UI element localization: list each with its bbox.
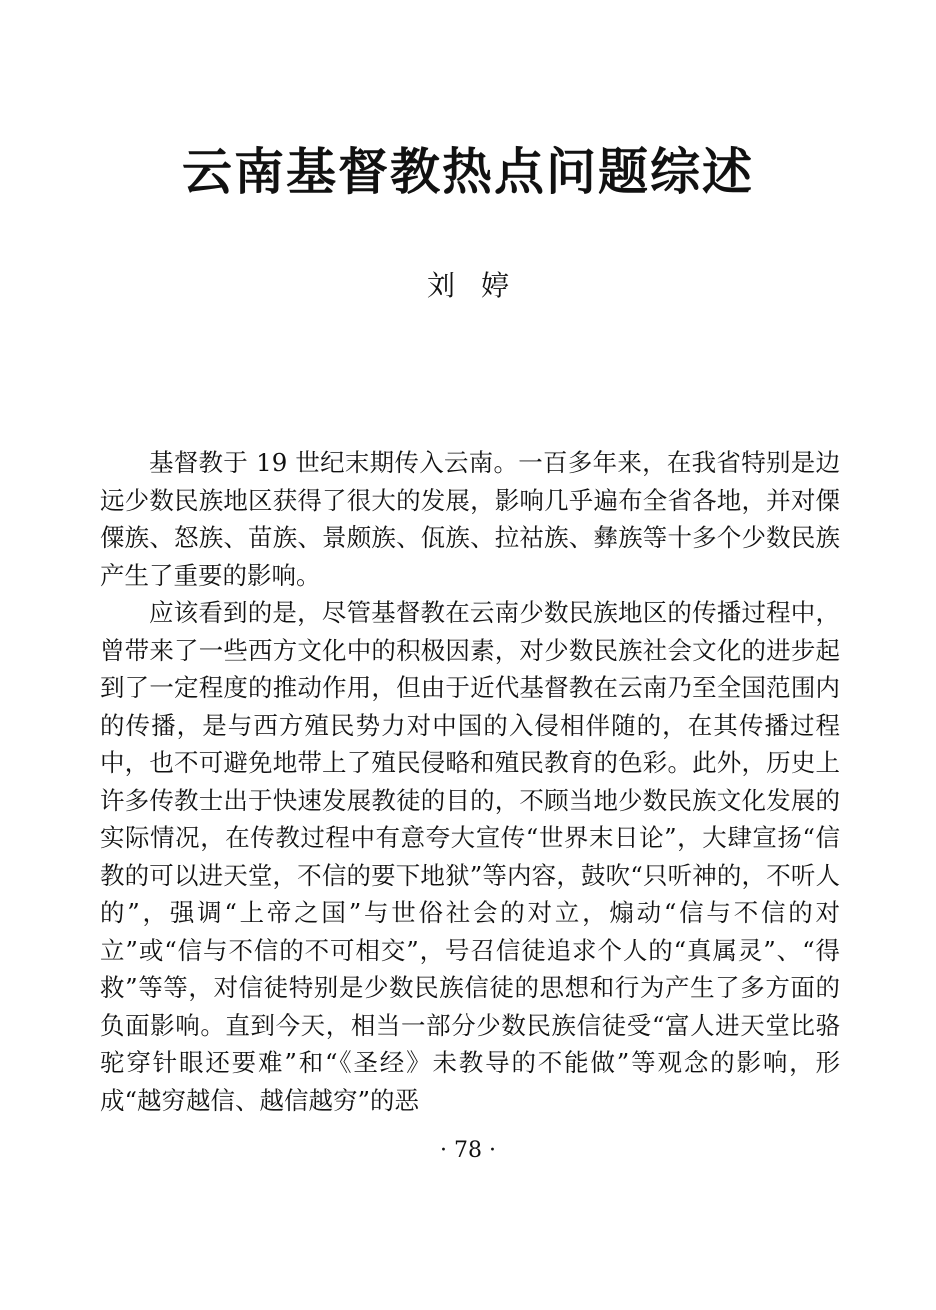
article-title: 云南基督教热点问题综述 (182, 142, 754, 201)
paragraph-1: 基督教于 19 世纪末期传入云南。一百多年来，在我省特别是边远少数民族地区获得了很大的发展，影响几乎遍布全省各地，并对傈僳族、怒族、苗族、景颇族、佤族、拉祜族、彝族等十多个少数民族产生了重要的影响。 (100, 448, 840, 590)
article-body (100, 444, 840, 1119)
article-author: 刘婷 (426, 269, 535, 302)
page-number: · 78 · (440, 1138, 496, 1163)
paragraph-2: 应该看到的是，尽管基督教在云南少数民族地区的传播过程中，曾带来了一些西方文化中的积极因素，对少数民族社会文化的进步起到了一定程度的推动作用，但由于近代基督教在云南乃至全国范围内的传播，是与西方殖民势力对中国的入侵相伴随的，在其传播过程中，也不可避免地带上了殖民侵略和殖民教育的色彩。此外，历史上许多传教士出于快速发展教徒的目的，不顾当地少数民族文化发展的实际情况，在传教过程中有意夸大宣传“世界末日论”，大肆宣扬“信教的可以进天堂，不信的要下地狱”等内容，鼓吹“只听神的，不听人的”，强调“上帝之国”与世俗社会的对立，煽动“信与不信的对立”或“信与不信的不可相交”，号召信徒追求个人的“真属灵”、“得救”等等，对信徒特别是少数民族信徒的思想和行为产生了多方面的负面影响。直到今天，相当一部分少数民族信徒受“富人进天堂比骆驼穿针眼还要难”和“《圣经》未教导的不能做”等观念的影响，形成“越穷越信、越信越穷”的恶 (100, 598, 840, 1115)
